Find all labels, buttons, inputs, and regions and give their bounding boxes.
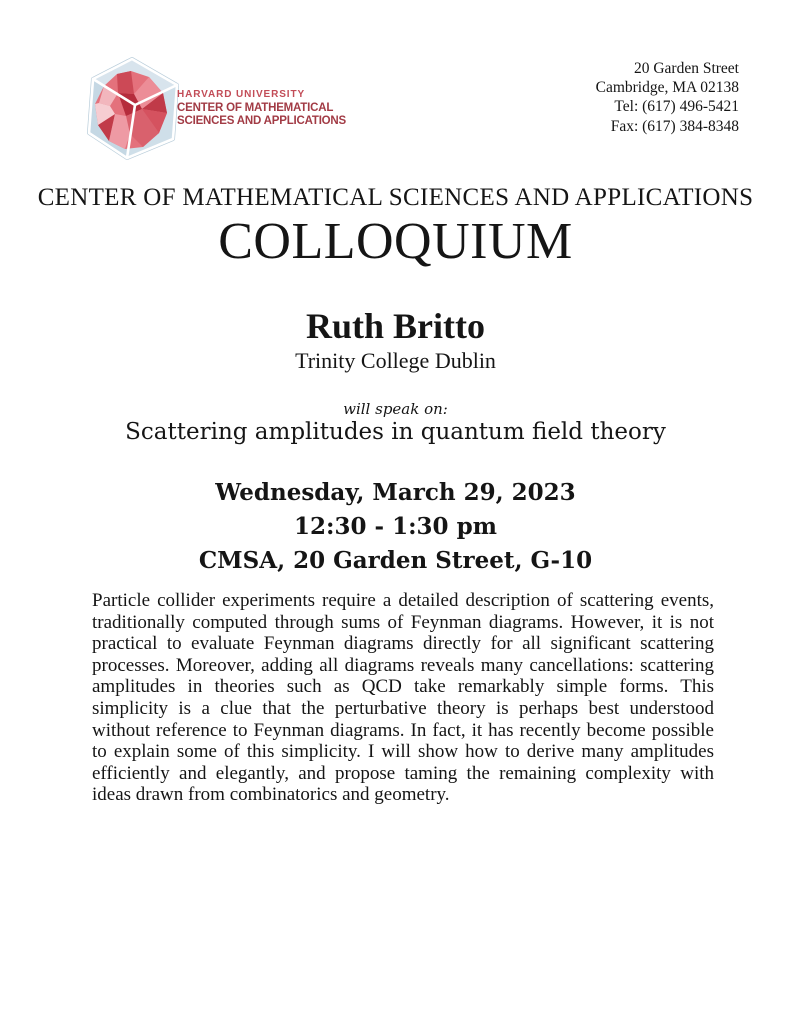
event-location: CMSA, 20 Garden Street, G-10 (198, 547, 593, 574)
contact-address-block (596, 59, 739, 136)
talk-lead-in: will speak on: (343, 400, 448, 418)
talk-abstract: Particle collider experiments require a detailed description of scattering events, traditionally computed through sums of Feynman diagrams. However, it is not practical to evaluate Feynman diagrams directly for all significant scattering processes. Moreover, adding all diagrams reveals many cancellations: scattering amplitudes in theories such as QCD take remarkably simple forms. This simplicity is a clue that the perturbative theory is perhaps best understood without reference to Feynman diagrams. In fact, it has recently become possible to explain some of this simplicity. I will show how to derive many amplitudes efficiently and elegantly, and propose taming the remaining complexity with ideas drawn from combinatorics and geometry. (92, 590, 714, 806)
cmsa-logo-icon (74, 54, 186, 161)
event-date: Wednesday, March 29, 2023 (215, 479, 576, 506)
address-tel: Tel: (617) 496-5421 (614, 98, 739, 116)
schedule-block (0, 476, 791, 578)
event-time: 12:30 - 1:30 pm (294, 513, 497, 540)
address-fax: Fax: (617) 384-8348 (610, 117, 739, 135)
cmsa-logo-wordmark (177, 89, 346, 127)
logo-center-name-line1: CENTER OF MATHEMATICAL (177, 102, 334, 114)
event-type-title: COLLOQUIUM (218, 213, 573, 270)
talk-title: Scattering amplitudes in quantum field theory (125, 419, 666, 445)
organization-title: CENTER OF MATHEMATICAL SCIENCES AND APPLICATIONS (37, 184, 754, 211)
address-street: 20 Garden Street (633, 60, 739, 77)
logo-center-name-line2: SCIENCES AND APPLICATIONS (177, 114, 347, 127)
speaker-name: Ruth Britto (306, 306, 485, 346)
speaker-affiliation: Trinity College Dublin (295, 348, 496, 373)
logo-university-name: HARVARD UNIVERSITY (177, 89, 306, 100)
address-city: Cambridge, MA 02138 (595, 79, 739, 97)
